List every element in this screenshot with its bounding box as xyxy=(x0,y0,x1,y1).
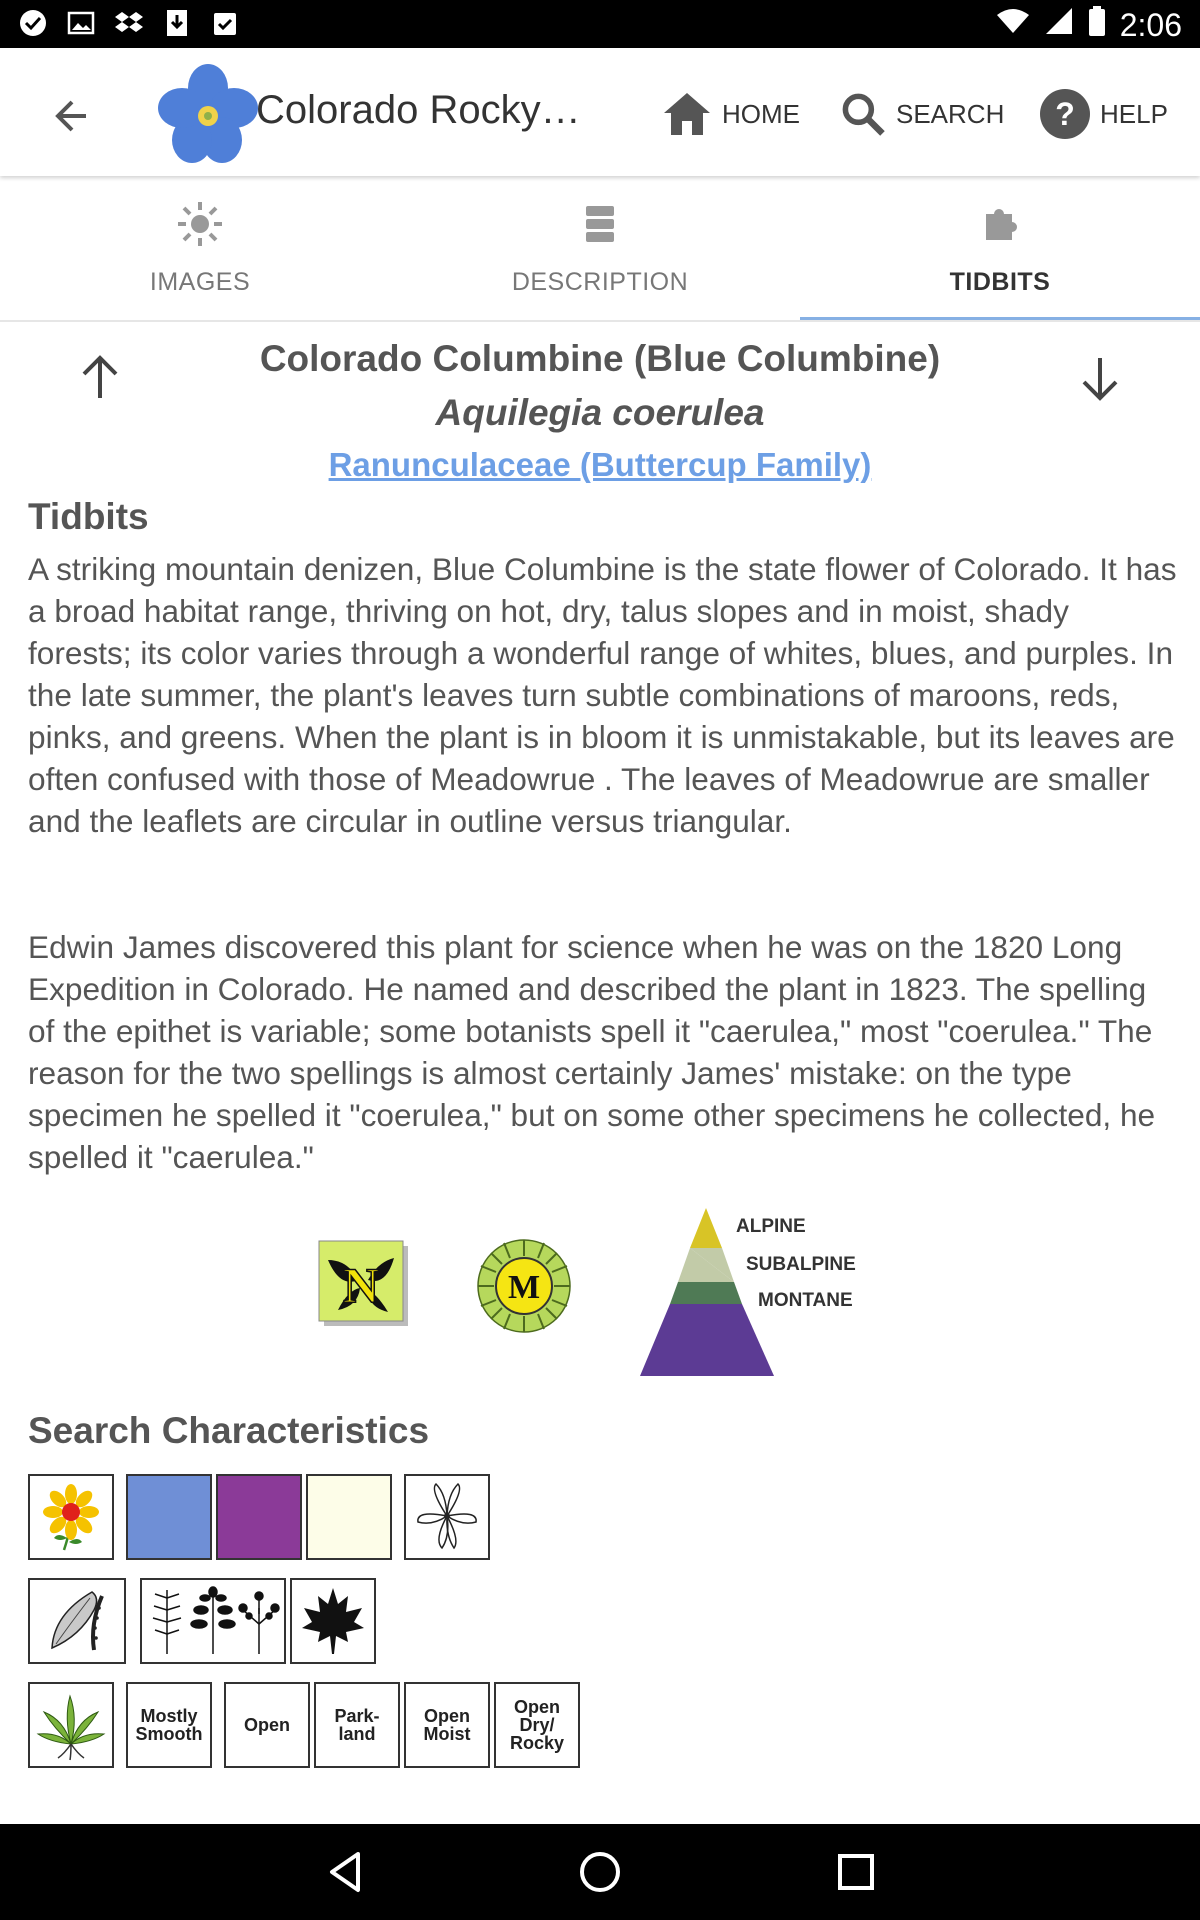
tile-flower-shape[interactable] xyxy=(404,1474,490,1560)
help-button[interactable] xyxy=(1038,86,1168,142)
tidbits-paragraph-2: Edwin James discovered this plant for science when he was on the 1820 Long Expedition in Colorado. He named and described the plant in 1823. The spelling of the epithet is variable; some botanists spell it "caerulea," most "coerulea." The reason for the two spellings is almost certainly James' mistake: on the type specimen he spelled it "coerulea," but on some other specimens he collected, he spelled it "caerulea." xyxy=(28,929,1156,1175)
search-label: SEARCH xyxy=(896,98,1005,129)
app-title: Colorado Rocky… xyxy=(256,88,581,132)
zone-alpine-label: ALPINE xyxy=(736,1216,806,1237)
nav-back-button[interactable] xyxy=(322,1848,370,1896)
system-nav-bar xyxy=(0,1824,1200,1920)
tab-description[interactable] xyxy=(400,176,800,322)
tile-habitat-open-moist[interactable] xyxy=(404,1682,490,1768)
battery-icon xyxy=(1088,6,1106,44)
radial-flower-icon xyxy=(34,1480,108,1554)
tile-fruit-pod[interactable] xyxy=(28,1578,126,1664)
tile-open-dry-rocky-label: Open Dry/ Rocky xyxy=(509,1697,565,1753)
wifi-icon xyxy=(996,7,1030,43)
maple-leaf-icon xyxy=(296,1584,370,1658)
puzzle-piece-icon xyxy=(976,200,1024,248)
tab-images[interactable] xyxy=(0,176,400,322)
montane-badge-letter: M xyxy=(507,1269,541,1306)
tile-color-cream[interactable] xyxy=(306,1474,392,1560)
camera-aperture-icon xyxy=(176,200,224,248)
app-logo-flower-icon xyxy=(158,64,258,164)
tile-leaf-type-compound[interactable] xyxy=(140,1578,286,1664)
tile-leaf-arrangement-basal[interactable] xyxy=(28,1682,114,1768)
life-zone-pyramid xyxy=(640,1208,900,1378)
tidbits-paragraph-1: A striking mountain denizen, Blue Columbine is the state flower of Colorado. It has a broad habitat range, thriving on hot, dry, talus slopes and in moist, shady forests; its color varies through a wonderful range of whites, blues, and purples. In the late summer, the plant's leaves turn subtle combinations of maroons, reds, pinks, and greens. When the plant is in bloom it is unmistakable, but its leaves are often confused with those of Meadowrue . The leaves of Meadowrue are smaller and the leaflets are circular in outline versus triangular. xyxy=(28,551,1177,839)
download-icon xyxy=(162,8,192,38)
nav-recents-button[interactable] xyxy=(832,1848,880,1896)
server-stack-icon xyxy=(576,200,624,248)
nav-home-icon xyxy=(576,1848,624,1896)
help-label: HELP xyxy=(1100,98,1168,129)
tab-tidbits-label: TIDBITS xyxy=(949,268,1051,296)
home-icon xyxy=(660,87,714,141)
tile-radial-flower[interactable] xyxy=(28,1474,114,1560)
help-icon xyxy=(1038,87,1092,141)
dropbox-icon xyxy=(114,8,144,38)
montane-badge-icon xyxy=(474,1236,574,1336)
nav-recents-icon xyxy=(832,1848,880,1896)
nav-back-icon xyxy=(322,1848,370,1896)
arrow-left-icon xyxy=(44,88,100,144)
search-characteristics-heading: Search Characteristics xyxy=(28,1410,430,1451)
tile-leaf-type-lobed[interactable] xyxy=(290,1578,376,1664)
plant-scientific-name: Aquilegia coerulea xyxy=(435,392,765,433)
status-bar xyxy=(0,0,1200,48)
search-button[interactable] xyxy=(838,86,1004,142)
home-label: HOME xyxy=(722,98,800,129)
tile-open-label: Open xyxy=(243,1715,290,1735)
tile-mostly-smooth-label: Mostly Smooth xyxy=(135,1706,203,1744)
tile-open-moist-label: Open Moist xyxy=(423,1706,471,1744)
nav-home-button[interactable] xyxy=(576,1848,624,1896)
plant-family-link[interactable]: Ranunculaceae (Buttercup Family) xyxy=(328,446,872,483)
tab-images-label: IMAGES xyxy=(149,268,251,296)
home-button[interactable] xyxy=(660,86,800,142)
tab-description-label: DESCRIPTION xyxy=(511,268,689,296)
zone-montane-label: MONTANE xyxy=(758,1290,853,1311)
clipboard-check-icon xyxy=(210,8,240,38)
check-circle-icon xyxy=(18,8,48,38)
tab-bar xyxy=(0,176,1200,322)
svg-text:?: ? xyxy=(1055,96,1075,132)
tile-habitat-open[interactable] xyxy=(224,1682,310,1768)
tile-habitat-parkland[interactable] xyxy=(314,1682,400,1768)
native-badge-icon xyxy=(318,1240,410,1328)
tidbits-heading: Tidbits xyxy=(28,496,149,537)
seed-pod-icon xyxy=(40,1584,114,1658)
compound-leaves-icon xyxy=(143,1584,283,1658)
basal-rosette-icon xyxy=(34,1688,108,1762)
search-icon xyxy=(838,89,888,139)
tile-parkland-label: Park- land xyxy=(334,1706,380,1744)
signal-icon xyxy=(1044,6,1074,44)
tile-color-blue[interactable] xyxy=(126,1474,212,1560)
tab-tidbits[interactable] xyxy=(800,176,1200,322)
app-bar xyxy=(0,48,1200,176)
tile-color-purple[interactable] xyxy=(216,1474,302,1560)
zone-subalpine-label: SUBALPINE xyxy=(746,1254,856,1275)
tabs-divider xyxy=(0,320,1200,322)
image-icon xyxy=(66,8,96,38)
clock: 2:06 xyxy=(1119,6,1182,43)
columbine-flower-icon xyxy=(410,1480,484,1554)
plant-common-name: Colorado Columbine (Blue Columbine) xyxy=(259,338,941,379)
tile-habitat-open-dry-rocky[interactable] xyxy=(494,1682,580,1768)
tile-leaf-surface[interactable] xyxy=(126,1682,212,1768)
native-badge-letter: N xyxy=(342,1257,380,1313)
back-button[interactable] xyxy=(44,88,100,144)
